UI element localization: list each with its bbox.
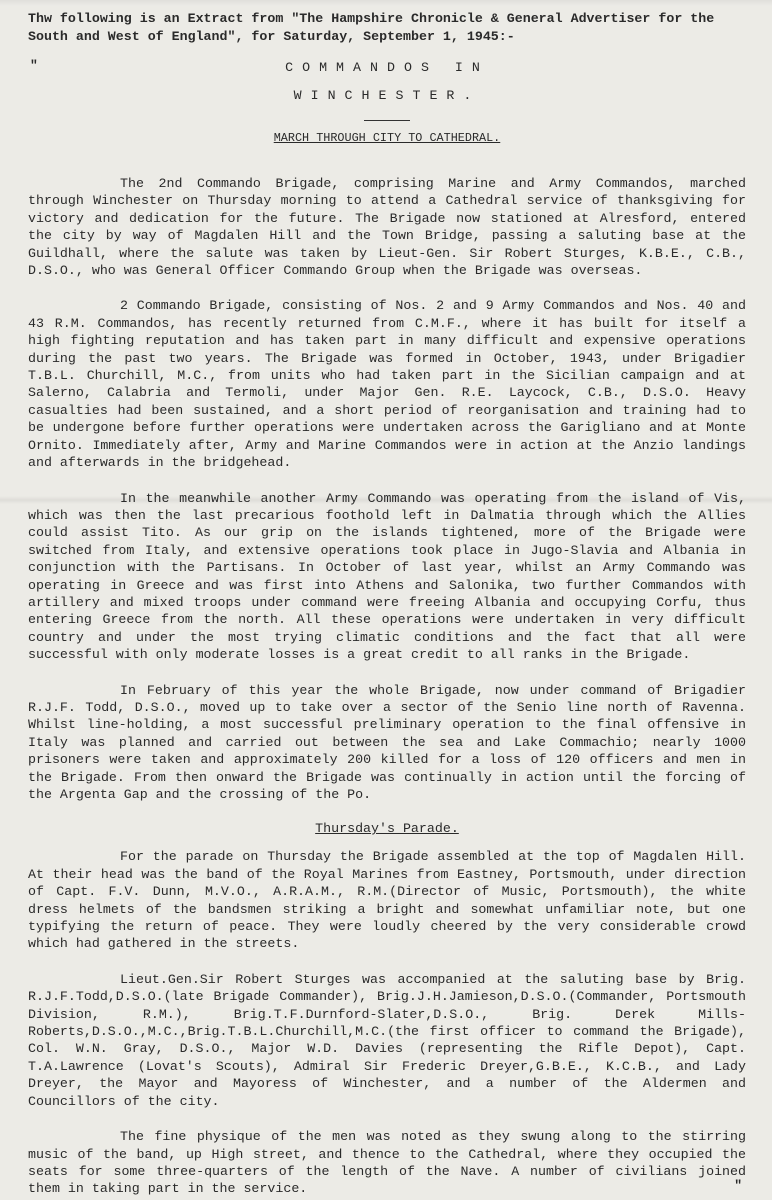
paragraph-4: In February of this year the whole Brigade, now under command of Brigadier R.J.F. Todd, D.S.O., moved up to take over a sector of the Senio line north of Ravenna. Whilst line-holding, a most successful preliminary operation to the final offensive in Italy was planned and carried out between the sea and Lake Commachio; nearly 1000 prisoners were taken and approximately 200 killed for a loss of 120 officers and men in the Brigade. From then onward the Brigade was continually in action until the forcing of the Argenta Gap and the crossing of the Po. [28,682,746,802]
paragraph-1: The 2nd Commando Brigade, comprising Marine and Army Commandos, marched through Winchester on Thursday morning to attend a Cathedral service of thanksgiving for victory and dedication for the future. The Brigade now stationed at Alresford, entered the city by way of Magdalen Hill and the Town Bridge, passing a saluting base at the Guildhall, where the salute was taken by Lieut-Gen. Sir Robert Sturges, K.B.E., C.B., D.S.O., who was General Officer Commando Group when the Brigade was overseas. [28,176,746,279]
headline-rule [364,120,410,121]
paragraph-3: In the meanwhile another Army Commando was operating from the island of Vis, which was then the last precarious foothold left in Dalmatia through which the Allies could assist Tito. As our grip on the islands tightened, more of the Brigade were switched from Italy, and extensive operations took place in Jugo-Slavia and Albania in conjunction with the Partisans. In October of last year, whilst an Army Commando was operating in Greece and was first into Athens and Salonika, two further Commandos with artillery and mixed troops under command were freeing Albania and occupying Corfu, thus entering Greece from the north. All these operations were undertaken in very difficult country and under the most trying climatic conditions and the fact that all were successful with only moderate losses is a great credit to all ranks in the Brigade. [28,490,746,663]
headline-line-1: COMMANDOS IN [285,60,489,75]
opening-quote: " [30,58,38,73]
paragraph-2: 2 Commando Brigade, consisting of Nos. 2 and 9 Army Commandos and Nos. 40 and 43 R.M. Commandos, has recently returned from C.M.F., where it has built for itself a high fighting reputation and has taken part in many difficult and expensive operations during the past two years. The Brigade was formed in October, 1943, under Brigadier T.B.L. Churchill, M.C., from units who had taken part in the Sicilian campaign and at Salerno, Calabria and Termoli, under Major Gen. R.E. Laycock, C.B., D.S.O. Heavy casualties had been sustained, and a short period of reorganisation and training had to be undergone before further operations were undertaken across the Garigliano and at Monte Ornito. Immediately after, Army and Marine Commandos were in action at the Anzio landings and afterwards in the bridgehead. [28,298,746,471]
parade-paragraph-3: The fine physique of the men was noted as they swung along to the stirring music of the band, up High street, and thence to the Cathedral, where they occupied the seats for some three-quarters of the length of the Nave. A number of civilians joined them in taking part in the service. [28,1129,746,1197]
subheadline: MARCH THROUGH CITY TO CATHEDRAL. [273,131,501,145]
parade-paragraph-1: For the parade on Thursday the Brigade assembled at the top of Magdalen Hill. At their head was the band of the Royal Marines from Eastney, Portsmouth, under direction of Capt. F.V. Dunn, M.V.O., A.R.A.M., R.M.(Director of Music, Portsmouth), the white dress helmets of the bandsmen striking a bright and somewhat unfamiliar note, but one typifying the return of peace. They were loudly cheered by the very considerable crowd which had gathered in the streets. [28,849,746,952]
parade-paragraph-2: Lieut.Gen.Sir Robert Sturges was accompanied at the saluting base by Brig. R.J.F.Todd,D.S.O.(late Brigade Commander), Brig.J.H.Jamieson,D.S.O.(Commander, Portsmouth Division, R.M.), Brig.T.F.Durnford-Slater,D.S.O., Brig. Derek Mills-Roberts,D.S.O.,M.C.,Brig.T.B.L.Churchill,M.C.(the first officer to command the Brigade), Col. W.N. Gray, D.S.O., Major W.D. Davies (representing the Rifle Depot), Capt. T.A.Lawrence (Lovat's Scouts), Admiral Sir Frederic Dreyer,G.B.E., K.C.B., and Lady Dreyer, the Mayor and Mayoress of Winchester, and a number of the Aldermen and Councillors of the city. [28,971,746,1109]
intro-line: Thw following is an Extract from "The Hampshire Chronicle & General Advertiser for the South and West of England", for Saturday, September 1, 1945:- [28,11,715,44]
headline-line-2: WINCHESTER. [293,88,481,103]
headline [28,54,746,110]
section-heading: Thursday's Parade. [315,821,459,837]
closing-quote: " [734,1178,742,1193]
